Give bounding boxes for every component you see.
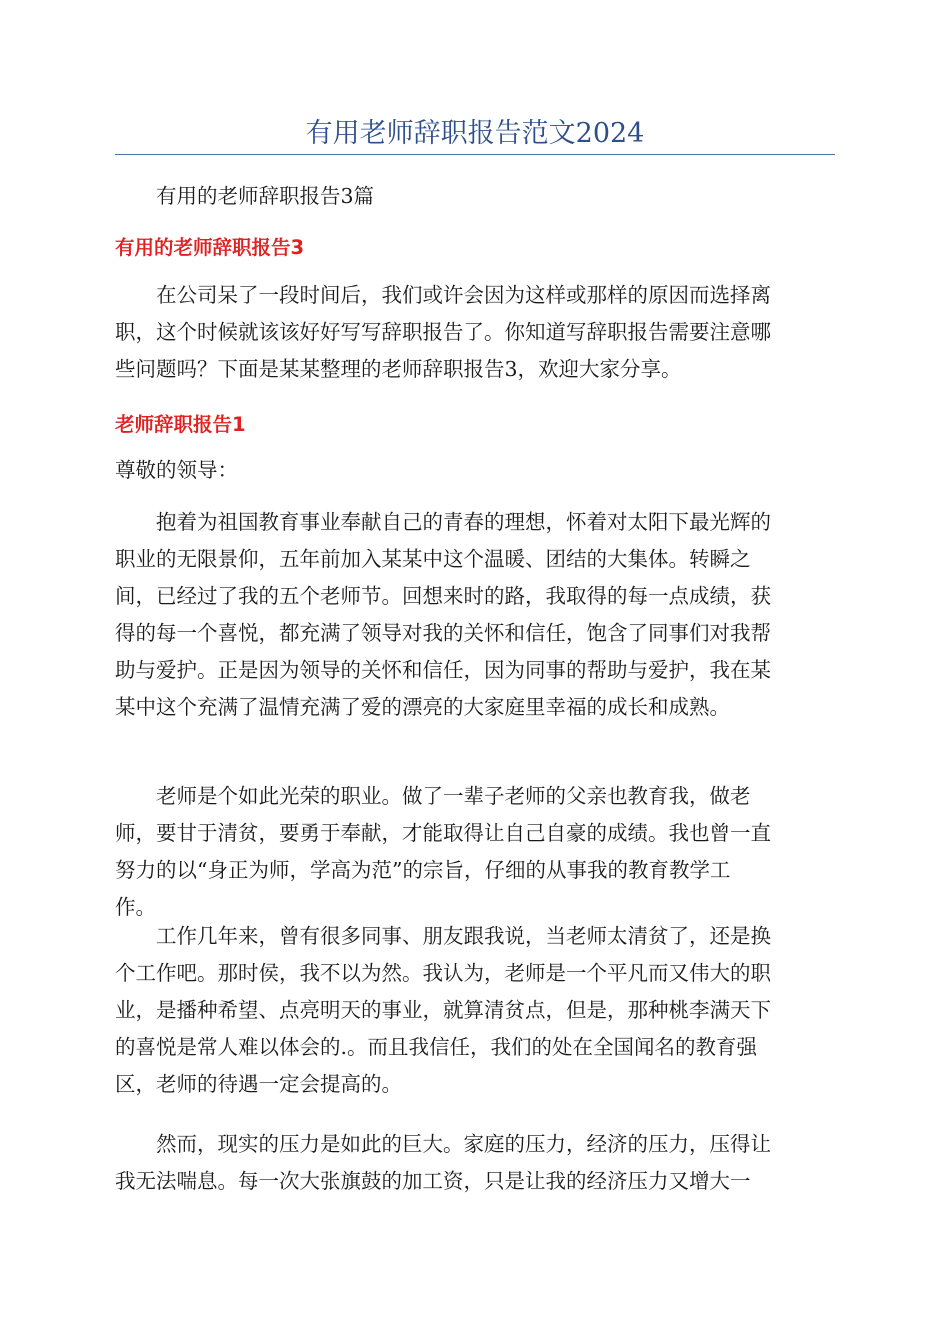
paragraph-line: 业，是播种希望、点亮明天的事业，就算清贫点，但是，那种桃李满天下 [115, 998, 771, 1022]
paragraph-line: 的喜悦是常人难以体会的.。而且我信任，我们的处在全国闻名的教育强 [115, 1035, 758, 1059]
paragraph-line: 职，这个时候就该该好好写写辞职报告了。你知道写辞职报告需要注意哪 [115, 320, 771, 344]
paragraph-line: 抱着为祖国教育事业奉献自己的青春的理想，怀着对太阳下最光辉的 [156, 510, 771, 534]
intro-paragraph [115, 277, 835, 388]
title-underline [115, 154, 835, 155]
paragraph-line: 然而，现实的压力是如此的巨大。家庭的压力，经济的压力，压得让 [156, 1132, 771, 1156]
section-heading-2: 老师辞职报告1 [115, 413, 246, 436]
paragraph-line: 得的每一个喜悦，都充满了领导对我的关怀和信任，饱含了同事们对我帮 [115, 621, 771, 645]
paragraph-4 [115, 1126, 835, 1200]
paragraph-line: 工作几年来，曾有很多同事、朋友跟我说，当老师太清贫了，还是换 [156, 924, 771, 948]
paragraph-line: 职业的无限景仰，五年前加入某某中这个温暖、团结的大集体。转瞬之 [115, 547, 751, 571]
document-title: 有用老师辞职报告范文2024 [305, 118, 645, 149]
paragraph-line: 助与爱护。正是因为领导的关怀和信任，因为同事的帮助与爱护，我在某 [115, 658, 771, 682]
section-heading-1: 有用的老师辞职报告3 [115, 236, 305, 259]
paragraph-2 [115, 778, 835, 926]
salutation [115, 452, 835, 489]
paragraph-line: 努力的以“身正为师，学高为范”的宗旨，仔细的从事我的教育教学工 [115, 858, 731, 882]
paragraph-line: 师，要甘于清贫，要勇于奉献，才能取得让自己自豪的成绩。我也曾一直 [115, 821, 771, 845]
paragraph-line: 某中这个充满了温情充满了爱的漂亮的大家庭里幸福的成长和成熟。 [115, 695, 730, 719]
paragraph-line: 作。 [115, 895, 156, 919]
paragraph-line: 个工作吧。那时侯，我不以为然。我认为，老师是一个平凡而又伟大的职 [115, 961, 771, 985]
paragraph-line: 我无法喘息。每一次大张旗鼓的加工资，只是让我的经济压力又增大一 [115, 1169, 751, 1193]
subtitle-text: 有用的老师辞职报告3篇 [156, 184, 375, 208]
document-subtitle [115, 178, 835, 215]
paragraph-3 [115, 918, 835, 1103]
salutation-text: 尊敬的领导： [115, 458, 238, 482]
paragraph-1 [115, 504, 835, 726]
paragraph-line: 在公司呆了一段时间后，我们或许会因为这样或那样的原因而选择离 [156, 283, 771, 307]
paragraph-line: 些问题吗？下面是某某整理的老师辞职报告3，欢迎大家分享。 [115, 357, 682, 381]
paragraph-line: 间，已经过了我的五个老师节。回想来时的路，我取得的每一点成绩，获 [115, 584, 771, 608]
paragraph-line: 区，老师的待遇一定会提高的。 [115, 1072, 402, 1096]
paragraph-line: 老师是个如此光荣的职业。做了一辈子老师的父亲也教育我，做老 [156, 784, 751, 808]
